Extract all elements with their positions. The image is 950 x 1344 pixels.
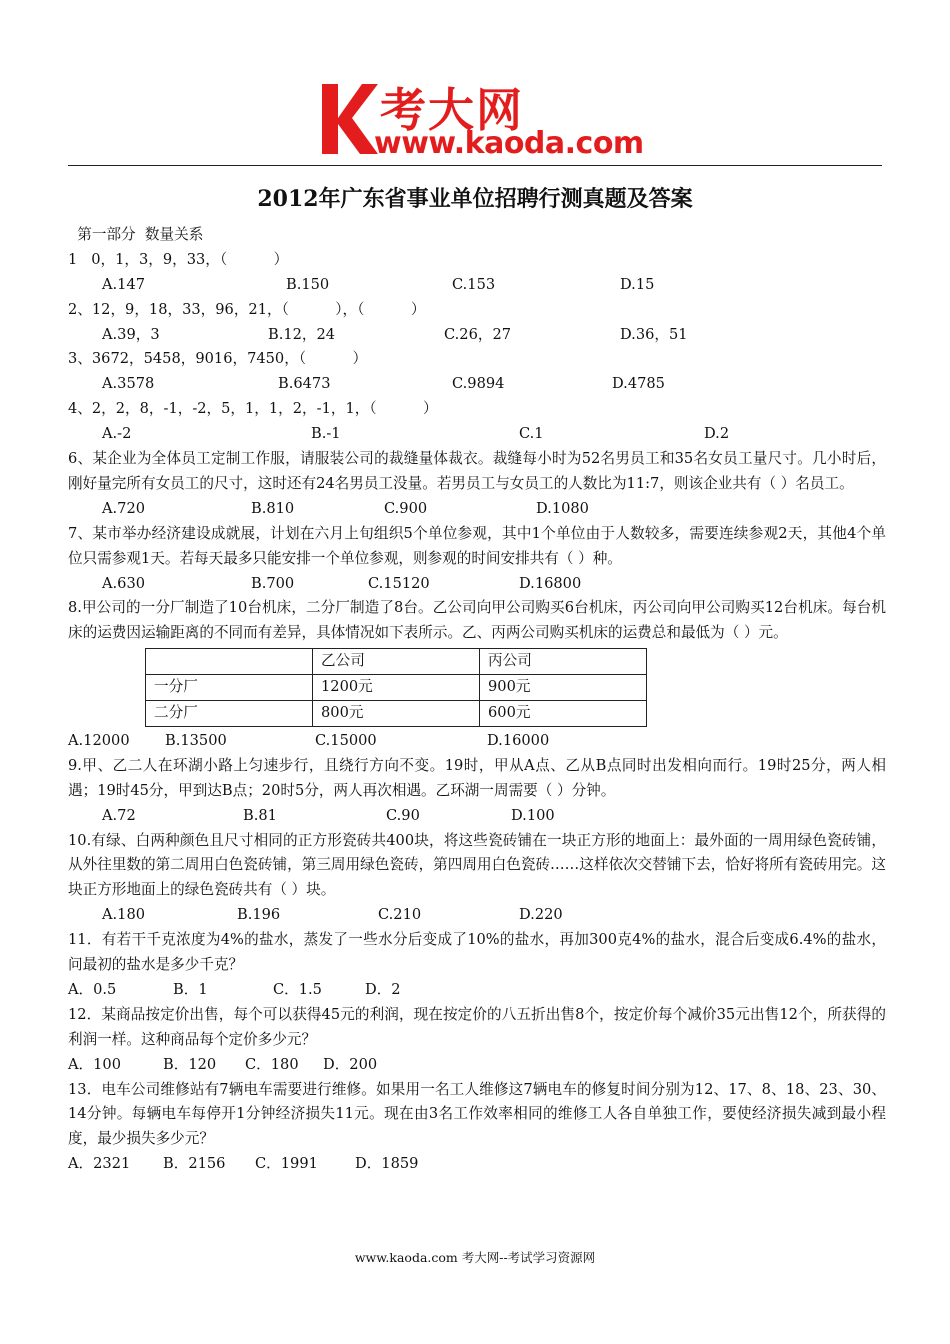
- question-block: [68, 596, 886, 753]
- answer-option: D.36，51: [620, 325, 688, 343]
- answer-option: C．1.5: [273, 980, 322, 998]
- options-row: [68, 572, 886, 597]
- options-row: [68, 422, 886, 447]
- answer-option: D.16800: [519, 574, 582, 592]
- answer-option: A.720: [102, 499, 146, 517]
- answer-option: D.15: [620, 275, 655, 293]
- answer-option: D.4785: [612, 375, 665, 393]
- header-divider: [68, 165, 882, 166]
- page-footer: www.kaoda.com 考大网--考试学习资源网: [354, 1250, 596, 1265]
- answer-option: C．1991: [255, 1155, 318, 1173]
- question-stem: 11．有若干千克浓度为4%的盐水，蒸发了一些水分后变成了10%的盐水，再加300克4%的盐水，混合后变成6.4%的盐水，问最初的盐水是多少千克？: [68, 931, 886, 974]
- answer-option: C.26，27: [444, 325, 512, 343]
- answer-option: D.16000: [487, 731, 550, 749]
- answer-option: C.210: [378, 906, 422, 924]
- table-header-row: [146, 649, 647, 675]
- answer-option: A．0.5: [68, 980, 117, 998]
- options-row: [68, 729, 886, 754]
- logo-url-text: www.kaoda.com: [374, 126, 644, 161]
- page-title: 2012年广东省事业单位招聘行测真题及答案: [257, 186, 693, 212]
- question-block: [68, 1078, 886, 1178]
- answer-option: B．2156: [163, 1155, 226, 1173]
- answer-option: B．1: [173, 980, 208, 998]
- options-row: [68, 323, 886, 348]
- answer-option: D.220: [519, 906, 563, 924]
- table-cell: 二分厂: [146, 701, 313, 727]
- answer-option: B.81: [243, 806, 277, 824]
- question-stem: 7、某市举办经济建设成就展，计划在六月上旬组织5个单位参观，其中1个单位由于人数较多，需要连续参观2天，其他4个单位只需参观1天。若每天最多只能安排一个单位参观，则参观的时间安排共有（ ）种。: [68, 524, 886, 567]
- answer-option: C.15120: [368, 574, 430, 592]
- table-cell: 一分厂: [146, 675, 313, 701]
- options-row: [68, 903, 886, 928]
- answer-option: A.39，3: [102, 325, 160, 343]
- answer-option: A.3578: [102, 375, 155, 393]
- answer-option: C.153: [452, 275, 496, 293]
- answer-option: B.150: [286, 275, 330, 293]
- answer-option: D．2: [365, 980, 401, 998]
- answer-option: A.72: [102, 806, 136, 824]
- answer-option: C.900: [384, 499, 428, 517]
- table-cell: 1200元: [313, 675, 480, 701]
- table-row: [146, 675, 647, 701]
- question-stem: 10.有绿、白两种颜色且尺寸相同的正方形瓷砖共400块，将这些瓷砖铺在一块正方形的地面上：最外面的一周用绿色瓷砖铺，从外往里数的第二周用白色瓷砖铺，第三周用绿色瓷砖，第四周用白色瓷砖……这样依次交替铺下去，恰好将所有瓷砖用完。这块正方形地面上的绿色瓷砖共有（ ）块。: [68, 831, 886, 899]
- answer-option: B.196: [237, 906, 281, 924]
- question-block: [68, 829, 886, 929]
- question-stem: 13．电车公司维修站有7辆电车需要进行维修。如果用一名工人维修这7辆电车的修复时间分别为12、17、8、18、23、30、14分钟。每辆电车每停开1分钟经济损失11元。现在由3名工作效率相同的维修工人各自单独工作，要使经济损失减到最小程度，最少损失多少元？: [68, 1080, 886, 1148]
- answer-option: C.15000: [315, 731, 377, 749]
- question-stem: 12．某商品按定价出售，每个可以获得45元的利润，现在按定价的八五折出售8个，按定价每个减价35元出售12个，所获得的利润一样。这种商品每个定价多少元？: [68, 1005, 886, 1048]
- answer-option: D．1859: [355, 1155, 419, 1173]
- answer-option: B.810: [251, 499, 295, 517]
- answer-option: D.2: [704, 425, 730, 443]
- answer-option: C.90: [386, 806, 420, 824]
- question-block: [68, 1003, 886, 1078]
- options-row: [68, 1053, 886, 1078]
- table-cell: 乙公司: [313, 649, 480, 675]
- answer-option: B．120: [163, 1055, 217, 1073]
- options-row: [68, 273, 886, 298]
- options-row: [68, 497, 886, 522]
- options-row: [68, 804, 886, 829]
- answer-option: A．2321: [68, 1155, 131, 1173]
- table-cell: 丙公司: [480, 649, 647, 675]
- answer-option: B.6473: [278, 375, 331, 393]
- answer-option: B.12，24: [268, 325, 336, 343]
- question-stem: 4、2，2，8，-1，-2，5，1，1，2，-1，1，（ ）: [68, 400, 438, 418]
- answer-option: A.12000: [68, 731, 130, 749]
- question-stem: 9.甲、乙二人在环湖小路上匀速步行，且绕行方向不变。19时，甲从A点、乙从B点同时出发相向而行。19时25分，两人相遇；19时45分，甲到达B点；20时5分，两人再次相遇。乙环湖一周需要（ ）分钟。: [68, 756, 886, 799]
- question-block: [68, 447, 886, 522]
- question-block: [68, 347, 886, 397]
- question-stem: 6、某企业为全体员工定制工作服，请服装公司的裁缝量体裁衣。裁缝每小时为52名男员工和35名女员工量尺寸。几小时后，刚好量完所有女员工的尺寸，这时还有24名男员工没量。若男员工与女员工的人数比为11:7，则该企业共有（ ）名员工。: [68, 450, 886, 492]
- table-cell: 800元: [313, 701, 480, 727]
- answer-option: C.9894: [452, 375, 505, 393]
- answer-option: B.13500: [165, 731, 227, 749]
- kaoda-logo: [318, 78, 648, 160]
- question-block: [68, 522, 886, 597]
- question-stem: 8.甲公司的一分厂制造了10台机床，二分厂制造了8台。乙公司向甲公司购买6台机床，丙公司向甲公司购买12台机床。每台机床的运费因运输距离的不同而有差异，具体情况如下表所示。乙、丙两公司购买机床的运费总和最低为（ ）元。: [68, 599, 886, 642]
- answer-option: D.1080: [536, 499, 589, 517]
- options-row: [68, 1152, 886, 1177]
- answer-option: B.700: [251, 574, 295, 592]
- question-block: [68, 298, 886, 348]
- question-stem: 3、3672，5458，9016，7450，（ ）: [68, 350, 368, 368]
- logo-brand-text: 考大网: [380, 83, 524, 137]
- shipping-cost-table: [145, 648, 647, 727]
- options-row: [68, 978, 886, 1003]
- answer-option: A.630: [102, 574, 146, 592]
- answer-option: C．180: [245, 1055, 299, 1073]
- answer-option: A.-2: [102, 425, 132, 443]
- k-logo-icon: [318, 78, 380, 156]
- question-block: [68, 928, 886, 1003]
- section-heading: 第一部分 数量关系: [68, 226, 204, 243]
- answer-option: B.-1: [311, 425, 341, 443]
- question-block: [68, 754, 886, 829]
- question-block: [68, 397, 886, 447]
- question-stem: 1 0，1，3，9，33，（ ）: [68, 250, 289, 268]
- options-row: [68, 372, 886, 397]
- answer-option: D．200: [323, 1055, 378, 1073]
- answer-option: C.1: [519, 425, 544, 443]
- question-stem: 2、12，9，18，33，96，21，（ ），（ ）: [68, 300, 426, 318]
- question-block: [68, 248, 886, 298]
- answer-option: A．100: [68, 1055, 121, 1073]
- table-cell: 900元: [480, 675, 647, 701]
- table-cell: 600元: [480, 701, 647, 727]
- table-cell: [146, 649, 313, 675]
- answer-option: A.180: [102, 906, 146, 924]
- table-row: [146, 701, 647, 727]
- answer-option: A.147: [102, 275, 146, 293]
- question-list: [68, 223, 886, 1177]
- answer-option: D.100: [511, 806, 555, 824]
